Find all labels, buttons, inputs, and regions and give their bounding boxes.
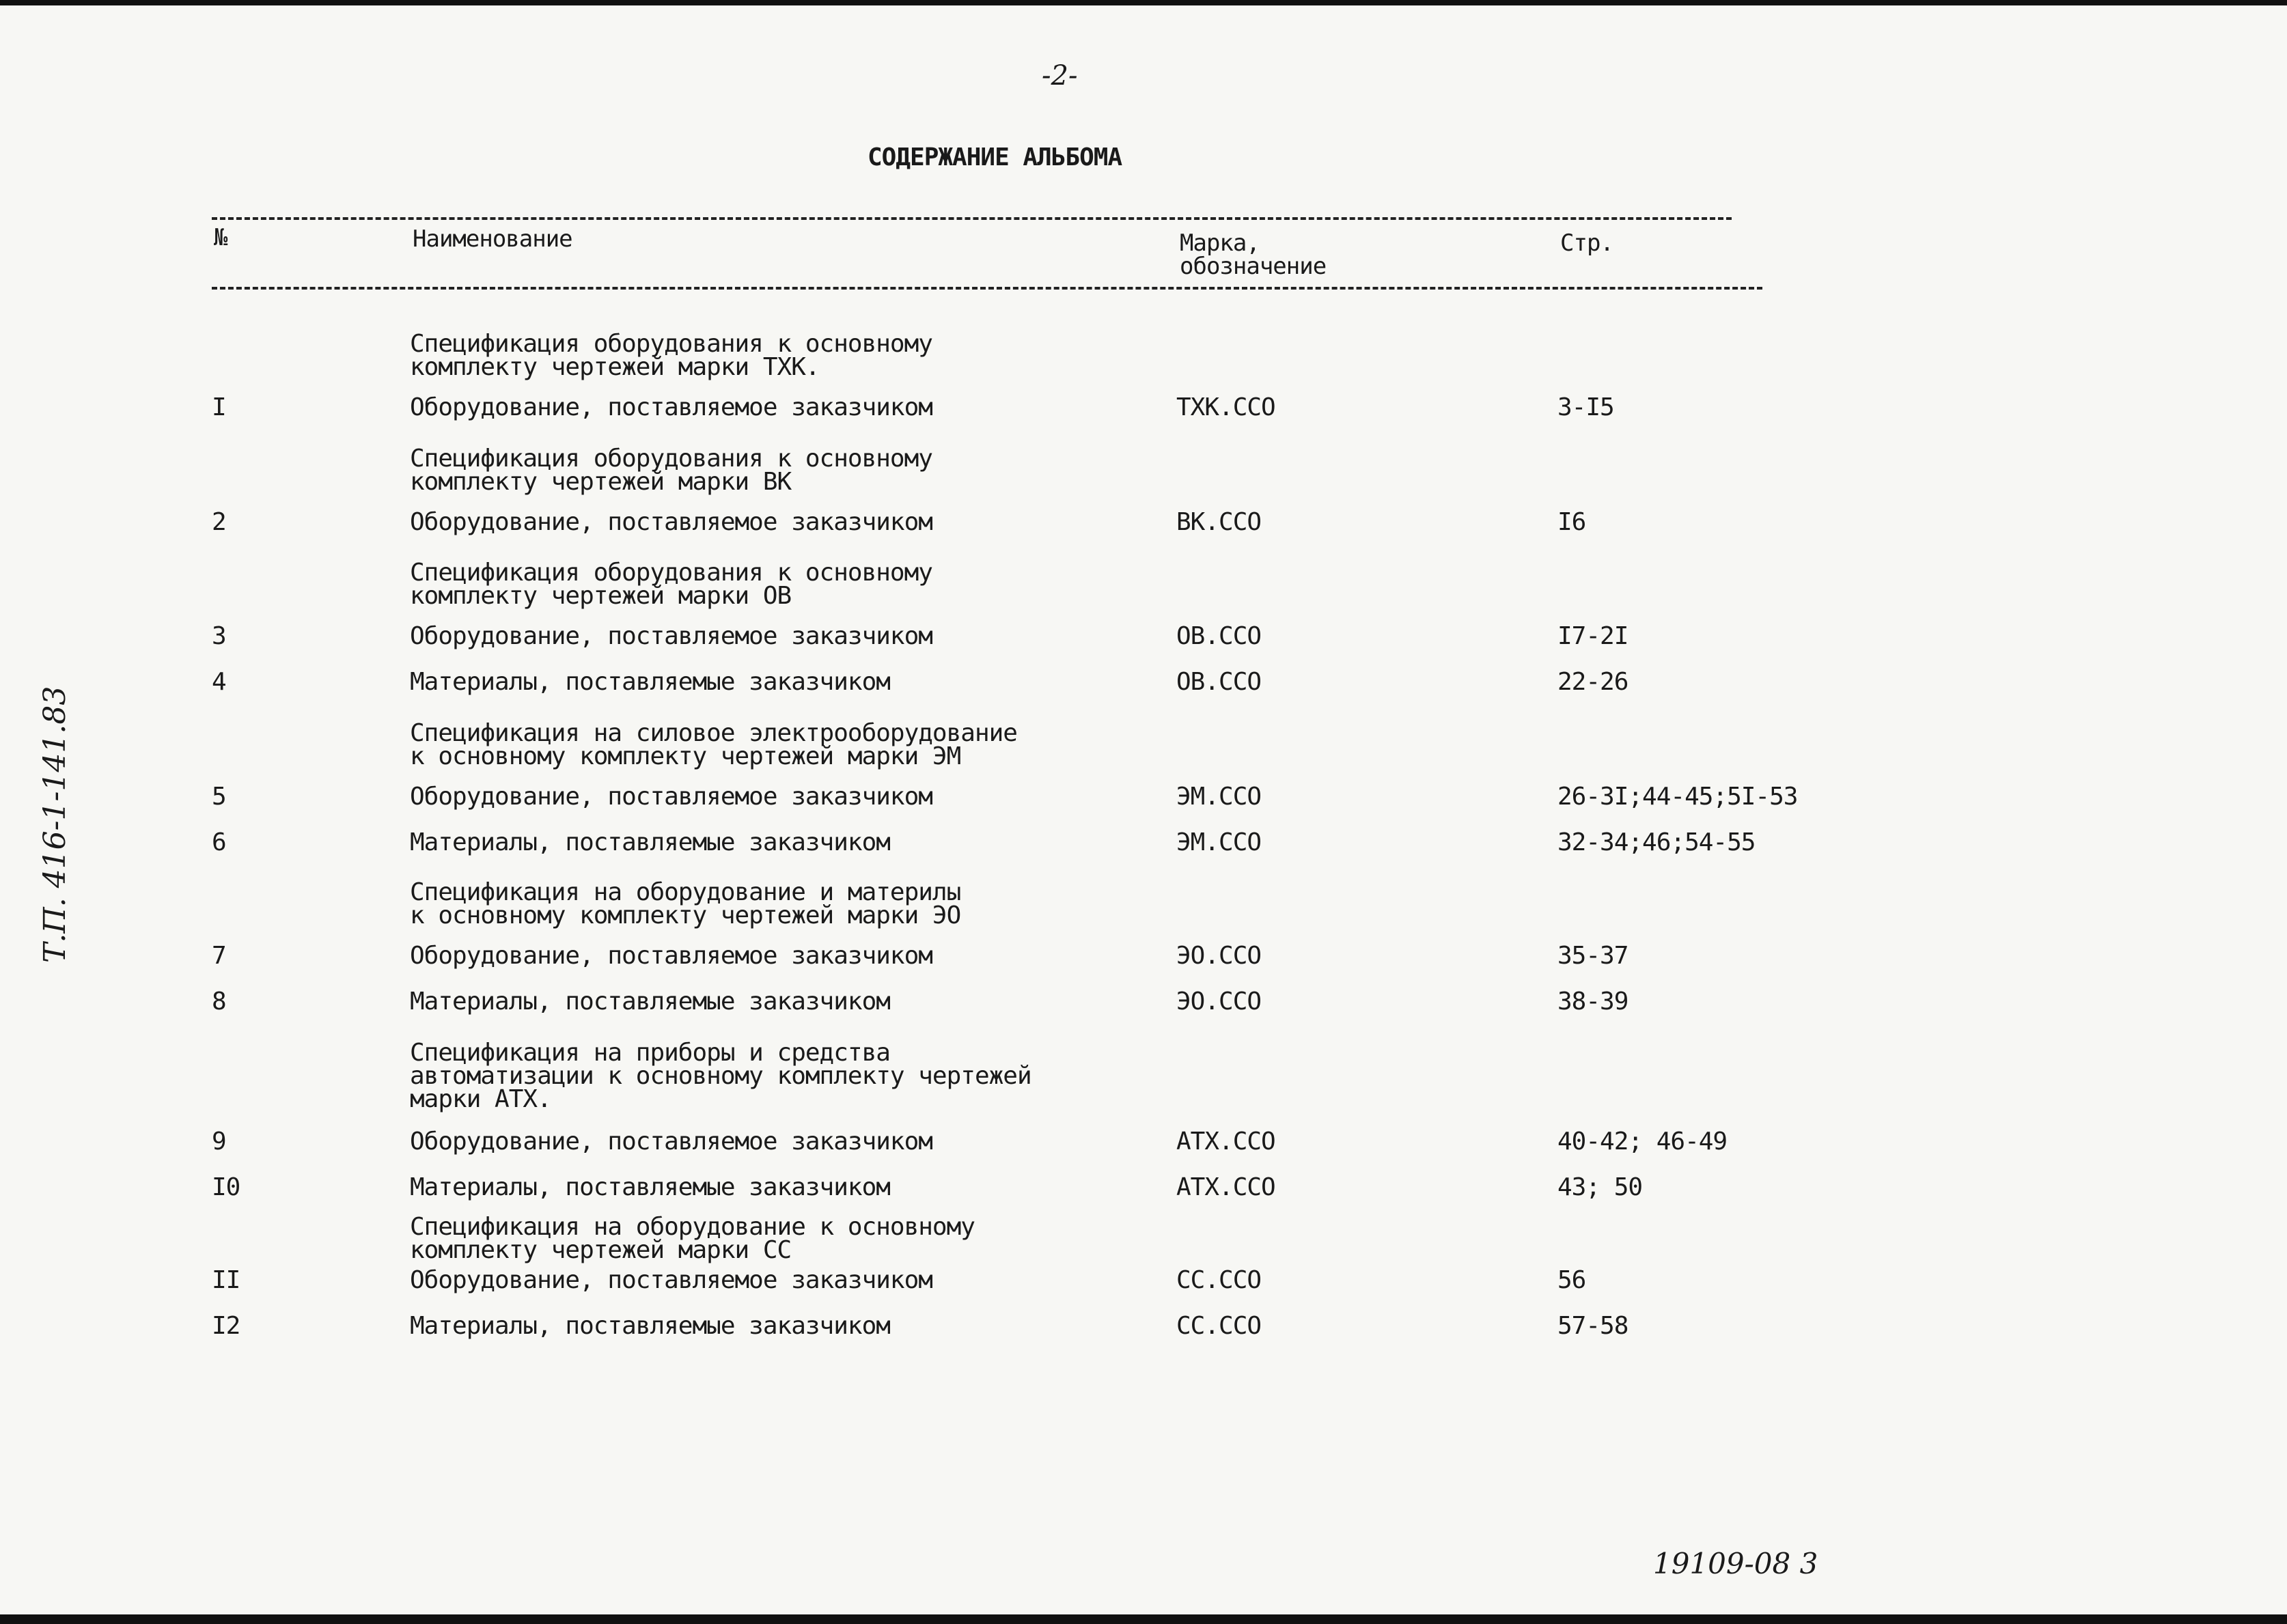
row-page: 26-3I;44-45;5I-53 — [1557, 783, 1798, 811]
header-mark-line1: Марка, — [1180, 229, 1260, 257]
row-name: Оборудование, поставляемое заказчиком — [410, 508, 932, 536]
row-page: 43; 50 — [1557, 1173, 1643, 1201]
row-page: 57-58 — [1557, 1312, 1628, 1340]
row-mark: ОВ.ССО — [1176, 622, 1262, 650]
page-title: СОДЕРЖАНИЕ АЛЬБОМА — [868, 143, 1122, 171]
row-mark: ОВ.ССО — [1176, 668, 1262, 696]
row-number: I2 — [212, 1312, 240, 1340]
section-heading-line: комплекту чертежей марки ТХК. — [410, 353, 820, 381]
row-page: 56 — [1557, 1266, 1586, 1294]
row-name: Материалы, поставляемые заказчиком — [410, 828, 890, 856]
row-page: 40-42; 46-49 — [1557, 1128, 1728, 1156]
row-mark: ЭО.ССО — [1176, 942, 1262, 970]
row-name: Материалы, поставляемые заказчиком — [410, 988, 890, 1016]
row-name: Оборудование, поставляемое заказчиком — [410, 1266, 932, 1294]
header-top-rule — [212, 217, 1732, 220]
header-page: Стр. — [1560, 229, 1613, 257]
row-page: 3-I5 — [1557, 393, 1614, 421]
row-page: 22-26 — [1557, 668, 1628, 696]
row-number: 7 — [212, 942, 226, 970]
section-heading-line: к основному комплекту чертежей марки ЭМ — [410, 742, 961, 770]
section-heading-line: марки АТХ. — [410, 1085, 551, 1113]
section-heading-line: Спецификация на оборудование и материлы — [410, 878, 961, 906]
row-number: 6 — [212, 828, 226, 856]
footer-code: 19109-08 3 — [1653, 1547, 1818, 1580]
row-page: 35-37 — [1557, 942, 1628, 970]
row-number: 4 — [212, 668, 226, 696]
row-page: I7-2I — [1557, 622, 1628, 650]
row-page: 38-39 — [1557, 988, 1628, 1016]
row-name: Материалы, поставляемые заказчиком — [410, 1173, 890, 1201]
row-mark: ЭО.ССО — [1176, 988, 1262, 1016]
section-heading-line: Спецификация оборудования к основному — [410, 330, 932, 358]
section-heading-line: Спецификация оборудования к основному — [410, 559, 932, 587]
header-name: Наименование — [413, 225, 572, 253]
header-num: № — [214, 224, 227, 251]
row-number: II — [212, 1266, 240, 1294]
row-name: Оборудование, поставляемое заказчиком — [410, 942, 932, 970]
row-name: Оборудование, поставляемое заказчиком — [410, 783, 932, 811]
row-page: I6 — [1557, 508, 1586, 536]
top-edge — [0, 0, 2287, 5]
row-number: 2 — [212, 508, 226, 536]
header-mark-line2: обозначение — [1180, 253, 1327, 280]
row-mark: ТХК.ССО — [1176, 393, 1275, 421]
side-note: Т.П. 416-1-141.83 — [38, 686, 72, 963]
section-heading-line: Спецификация оборудования к основному — [410, 445, 932, 473]
section-heading-line: Спецификация на силовое электрооборудование — [410, 719, 1017, 747]
row-mark: АТХ.ССО — [1176, 1128, 1275, 1156]
section-heading-line: Спецификация на оборудование к основному — [410, 1213, 975, 1241]
section-heading-line: Спецификация на приборы и средства — [410, 1039, 890, 1067]
section-heading-line: автоматизации к основному комплекту чертежей — [410, 1062, 1031, 1090]
row-number: I — [212, 393, 226, 421]
section-heading-line: комплекту чертежей марки ВК — [410, 468, 792, 496]
row-number: 3 — [212, 622, 226, 650]
row-number: 9 — [212, 1128, 226, 1156]
section-heading-line: к основному комплекту чертежей марки ЭО — [410, 901, 961, 929]
section-heading-line: комплекту чертежей марки СС — [410, 1236, 792, 1264]
header-bottom-rule — [212, 287, 1762, 290]
row-name: Оборудование, поставляемое заказчиком — [410, 393, 932, 421]
row-mark: АТХ.ССО — [1176, 1173, 1275, 1201]
row-mark: СС.ССО — [1176, 1312, 1262, 1340]
row-number: I0 — [212, 1173, 240, 1201]
bottom-edge — [0, 1614, 2287, 1624]
row-page: 32-34;46;54-55 — [1557, 828, 1756, 856]
row-name: Материалы, поставляемые заказчиком — [410, 668, 890, 696]
row-mark: СС.ССО — [1176, 1266, 1262, 1294]
row-name: Оборудование, поставляемое заказчиком — [410, 622, 932, 650]
page-number: -2- — [1042, 60, 1078, 92]
row-number: 5 — [212, 783, 226, 811]
row-mark: ЭМ.ССО — [1176, 783, 1262, 811]
row-name: Оборудование, поставляемое заказчиком — [410, 1128, 932, 1156]
row-number: 8 — [212, 988, 226, 1016]
row-name: Материалы, поставляемые заказчиком — [410, 1312, 890, 1340]
row-mark: ВК.ССО — [1176, 508, 1262, 536]
row-mark: ЭМ.ССО — [1176, 828, 1262, 856]
section-heading-line: комплекту чертежей марки ОВ — [410, 582, 792, 610]
